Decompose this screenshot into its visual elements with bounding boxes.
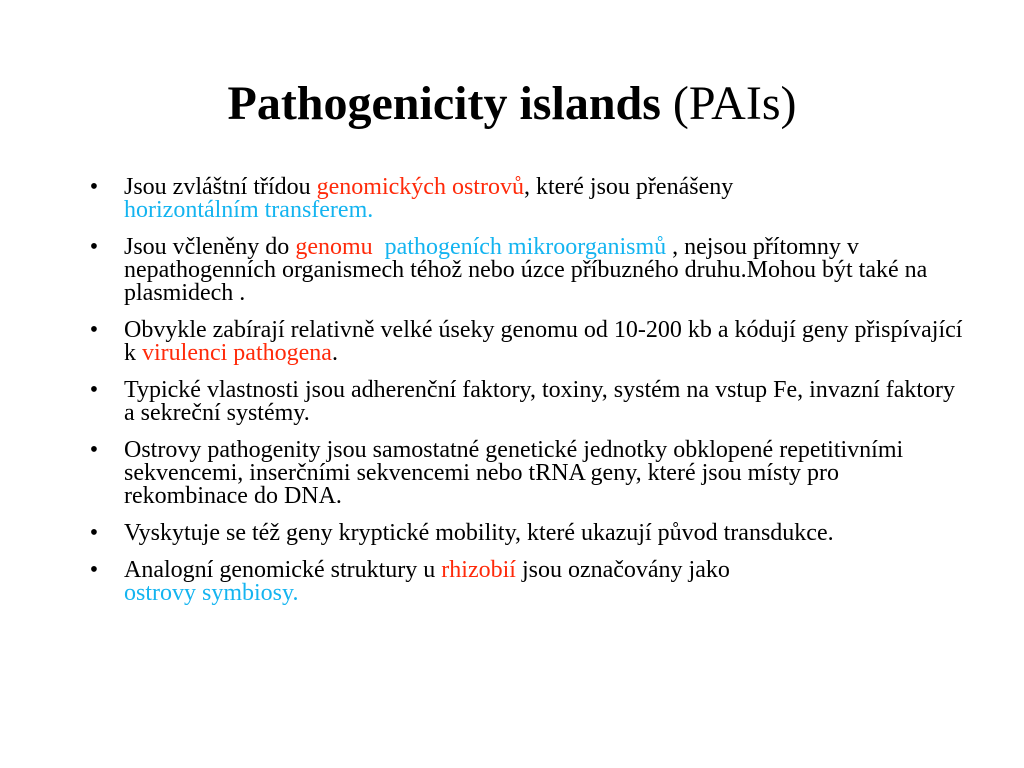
highlight-term: ostrovy symbiosy.: [124, 580, 299, 606]
bullet-item: [84, 522, 964, 545]
bullet-text: , nejsou přítomny v nepathogenních organismech téhož nebo úzce příbuzného druhu.Mohou být také na plasmidech .: [124, 234, 928, 306]
bullet-text: .: [331, 340, 338, 366]
bullet-text: Jsou zvláštní třídou: [124, 174, 317, 200]
bullet-list: [84, 176, 964, 619]
highlight-term: genomických ostrovů: [316, 174, 524, 200]
bullet-item: [84, 176, 964, 222]
highlight-term: virulenci pathogena: [142, 340, 332, 366]
bullet-text: Ostrovy pathogenity jsou samostatné genetické jednotky obklopené repetitivními sekvencemi, inserčními sekvencemi nebo tRNA geny, které jsou místy pro rekombinace do DNA.: [124, 437, 904, 509]
title-abbreviation: (PAIs): [660, 77, 797, 130]
bullet-item: [84, 379, 964, 425]
highlight-term: pathogeních mikroorganismů: [384, 234, 667, 260]
bullet-icon: •: [89, 234, 99, 260]
bullet-text: , které jsou přenášeny: [523, 174, 734, 200]
bullet-item: [84, 439, 964, 508]
bullet-icon: •: [89, 437, 99, 463]
bullet-text: Jsou včleněny do: [124, 234, 296, 260]
bullet-item: [84, 236, 964, 305]
bullet-text: jsou označovány jako: [515, 557, 730, 583]
highlight-term: horizontálním transferem.: [124, 197, 374, 223]
slide-title: [0, 76, 1024, 132]
bullet-icon: •: [89, 174, 99, 200]
bullet-icon: •: [89, 520, 99, 546]
highlight-term: genomu: [295, 234, 373, 260]
bullet-text: Obvykle zabírají relativně velké úseky genomu od 10-200 kb a kódují geny přispívající k: [124, 317, 963, 366]
bullet-text: Typické vlastnosti jsou adherenční faktory, toxiny, systém na vstup Fe, invazní faktory a sekreční systémy.: [124, 377, 956, 426]
bullet-item: [84, 319, 964, 365]
bullet-text: Vyskytuje se též geny kryptické mobility, které ukazují původ transdukce.: [124, 520, 834, 546]
bullet-item: [84, 559, 964, 605]
bullet-text: Analogní genomické struktury u: [124, 557, 442, 583]
highlight-term: rhizobií: [441, 557, 516, 583]
bullet-icon: •: [89, 557, 99, 583]
title-main: Pathogenicity islands: [227, 77, 661, 130]
bullet-icon: •: [89, 317, 99, 343]
bullet-icon: •: [89, 377, 99, 403]
